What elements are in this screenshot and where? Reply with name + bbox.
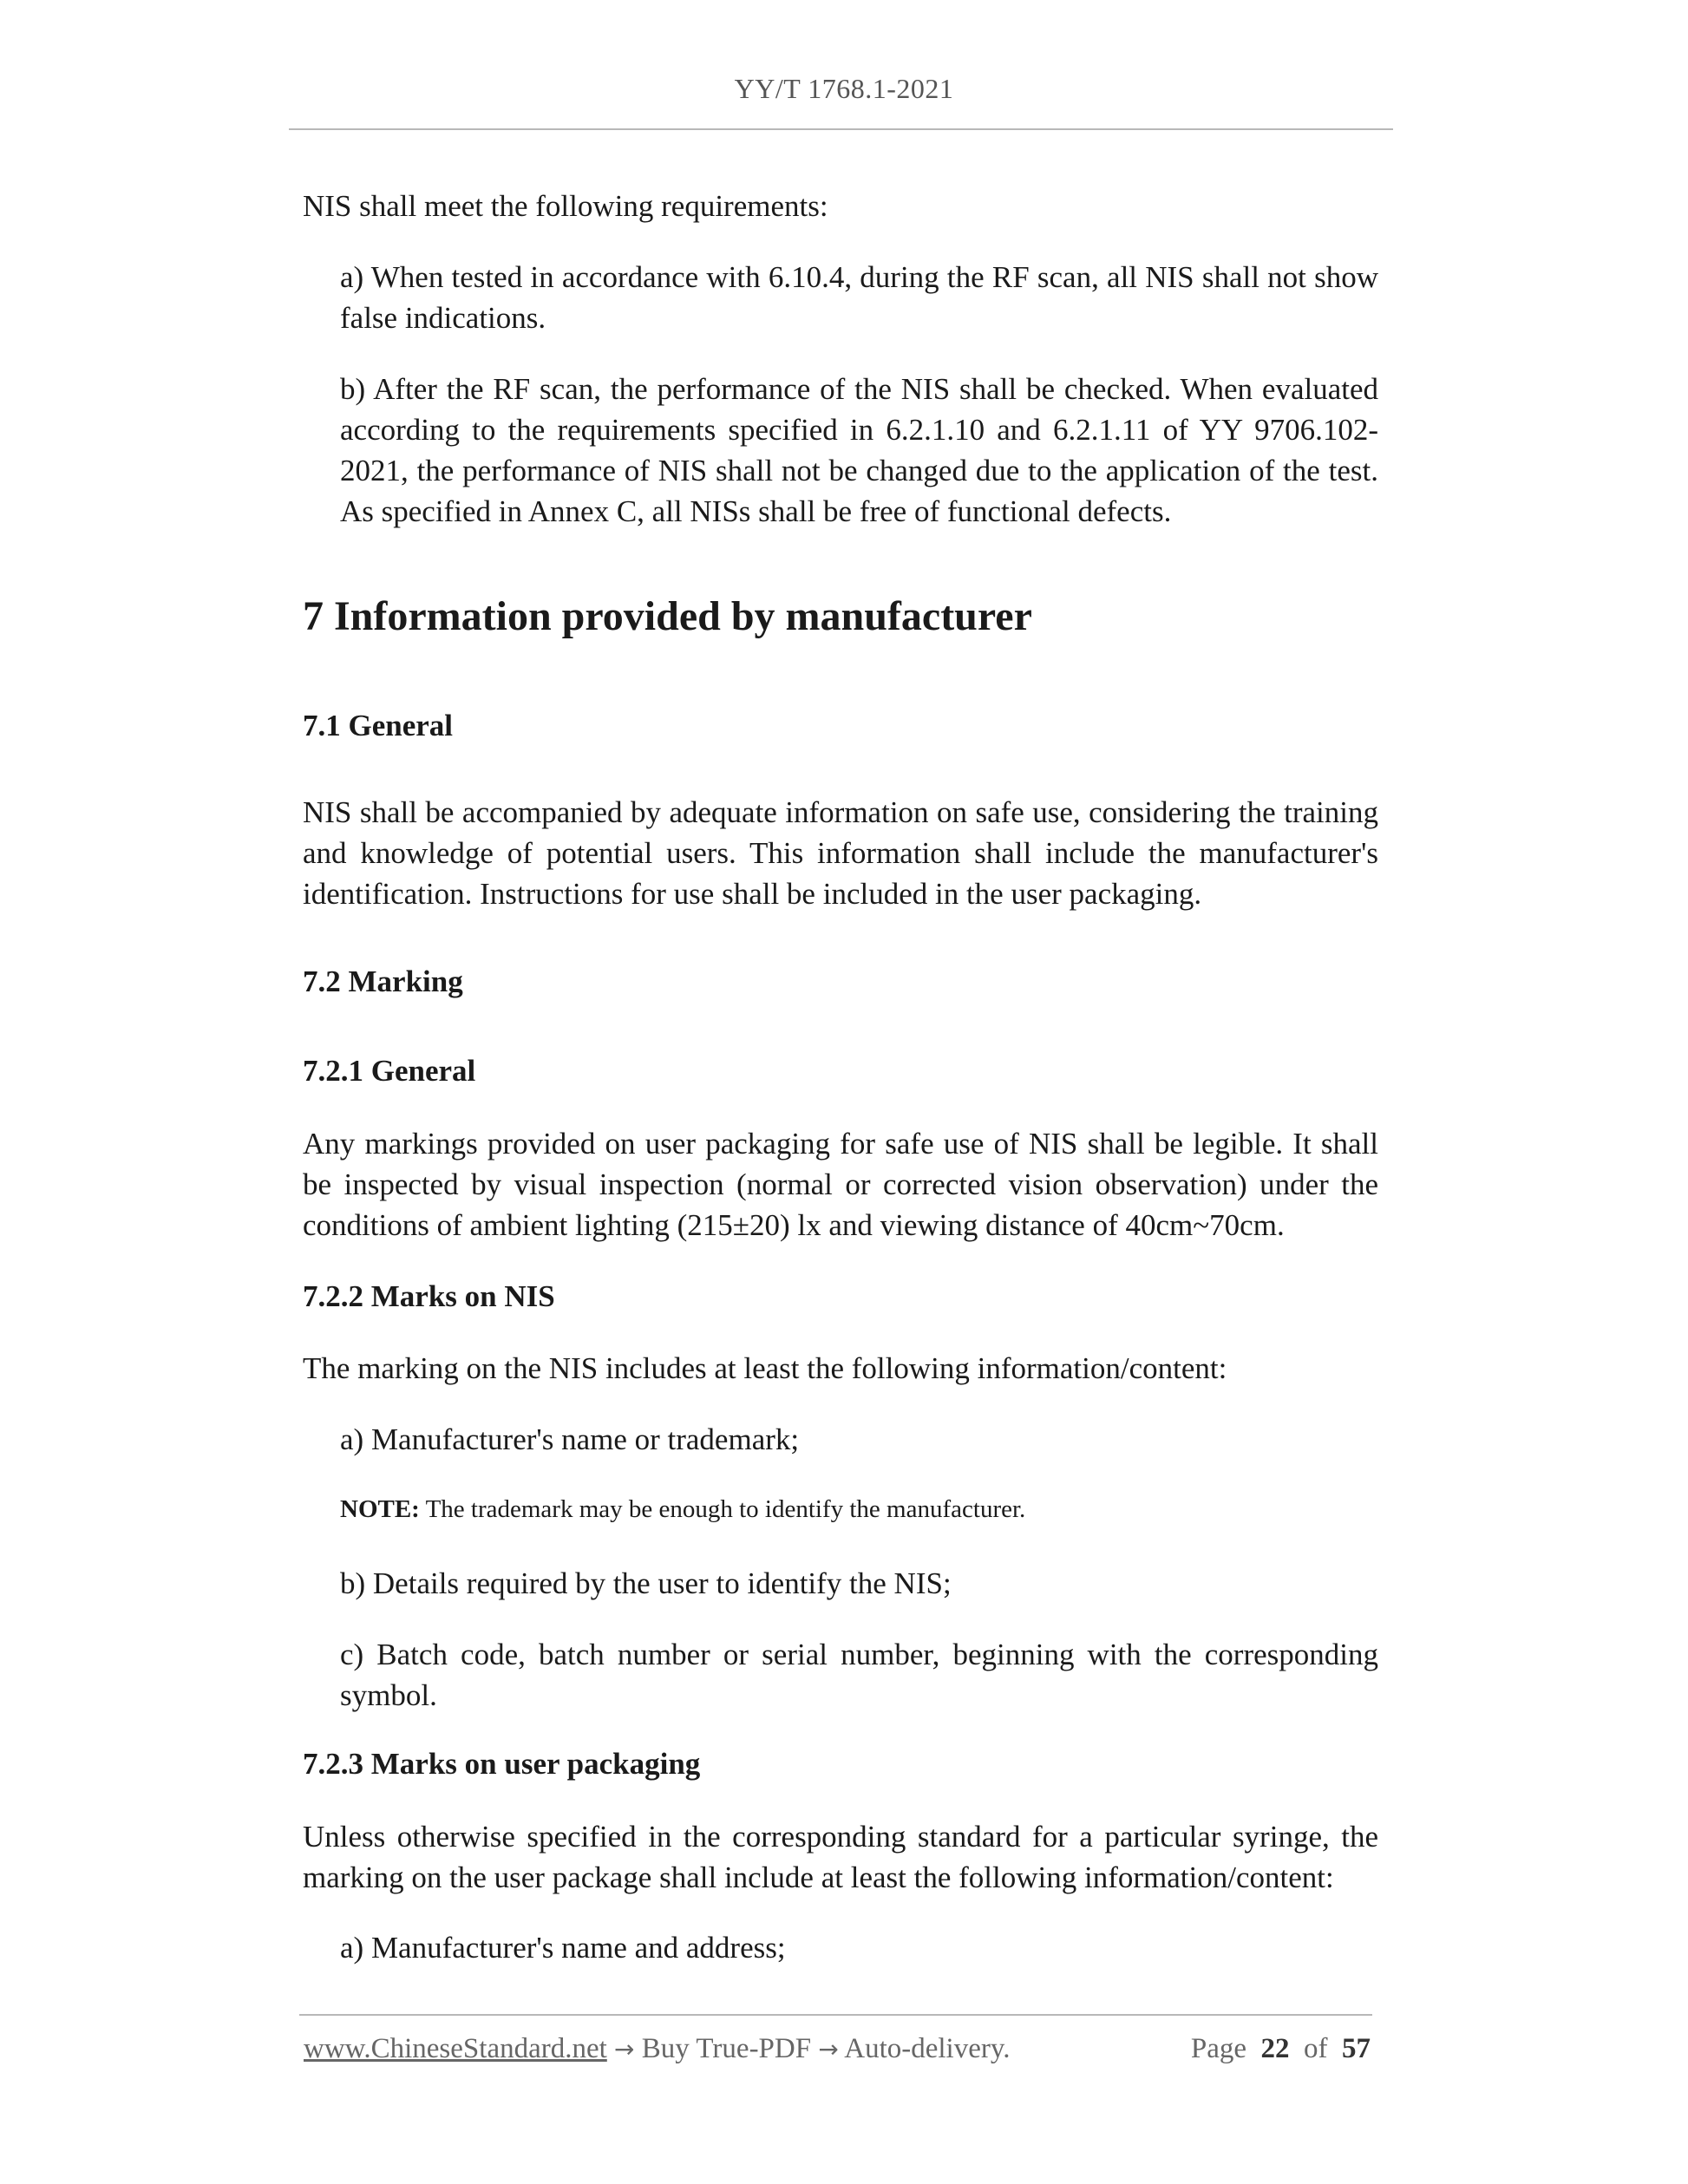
section-7-2-1-heading: 7.2.1 General: [303, 1054, 476, 1088]
marking-item-c: c) Batch code, batch number or serial number, beginning with the corresponding symbol.: [340, 1638, 1378, 1712]
section-7-2-2-heading: 7.2.2 Marks on NIS: [303, 1279, 555, 1313]
marking-item-b: b) Details required by the user to identify the NIS;: [340, 1566, 952, 1600]
section-7-1-heading: 7.1 General: [303, 709, 454, 742]
standard-id: YY/T 1768.1-2021: [734, 73, 954, 104]
requirement-b: b) After the RF scan, the performance of the NIS shall be checked. When evaluated according to the requirements specified in 6.2.1.10 and 6.2.1.11 of YY 9706.102-2021, the performance of NIS shall not be changed due to the application of the test. As specified in Annex C, all NISs shall be free of functional defects.: [340, 372, 1378, 528]
section-7-2-2-text: The marking on the NIS includes at least the following information/content:: [303, 1351, 1227, 1385]
section-7-1-text: NIS shall be accompanied by adequate information on safe use, considering the training and knowledge of potential users. This information shall include the manufacturer's identification. Instructions for use shall be included in the user packaging.: [303, 795, 1378, 911]
section-7-2-3-heading: 7.2.3 Marks on user packaging: [303, 1747, 701, 1781]
note-text: The trademark may be enough to identify the manufacturer.: [419, 1495, 1026, 1523]
page-indicator: [1191, 2033, 1371, 2065]
site-link[interactable]: www.ChineseStandard.net: [304, 2033, 607, 2064]
section-7-2-heading: 7.2 Marking: [303, 964, 463, 998]
header-divider: [289, 128, 1393, 130]
marking-item-a: a) Manufacturer's name or trademark;: [340, 1422, 800, 1456]
note: [340, 1492, 1378, 1527]
section-7-heading: 7 Information provided by manufacturer: [303, 593, 1032, 639]
requirements-intro: NIS shall meet the following requirements:: [303, 189, 828, 223]
page-label: Page: [1190, 2033, 1246, 2064]
note-label: NOTE:: [340, 1495, 420, 1523]
requirement-a: a) When tested in accordance with 6.10.4, during the RF scan, all NIS shall not show false indications.: [340, 260, 1378, 335]
total-pages: 57: [1342, 2033, 1371, 2064]
section-7-2-3-text: Unless otherwise specified in the corresponding standard for a particular syringe, the marking on the user package shall include at least the following information/content:: [303, 1820, 1378, 1894]
arrow-right-icon: →: [818, 2035, 839, 2063]
page-footer: [304, 2033, 1372, 2071]
arrow-right-icon: →: [614, 2035, 635, 2063]
buy-text: Buy True-PDF: [641, 2033, 812, 2064]
delivery-text: Auto-delivery.: [844, 2033, 1011, 2064]
of-label: of: [1304, 2033, 1328, 2064]
footer-promo: [304, 2033, 1010, 2065]
footer-divider: [299, 2014, 1372, 2016]
packaging-item-a: a) Manufacturer's name and address;: [340, 1931, 786, 1965]
section-7-2-1-text: Any markings provided on user packaging for safe use of NIS shall be legible. It shall be inspected by visual inspection (normal or corrected vision observation) under the conditions of ambient lighting (215±20) lx and viewing distance of 40cm~70cm.: [303, 1127, 1378, 1242]
page-number: 22: [1260, 2033, 1290, 2064]
